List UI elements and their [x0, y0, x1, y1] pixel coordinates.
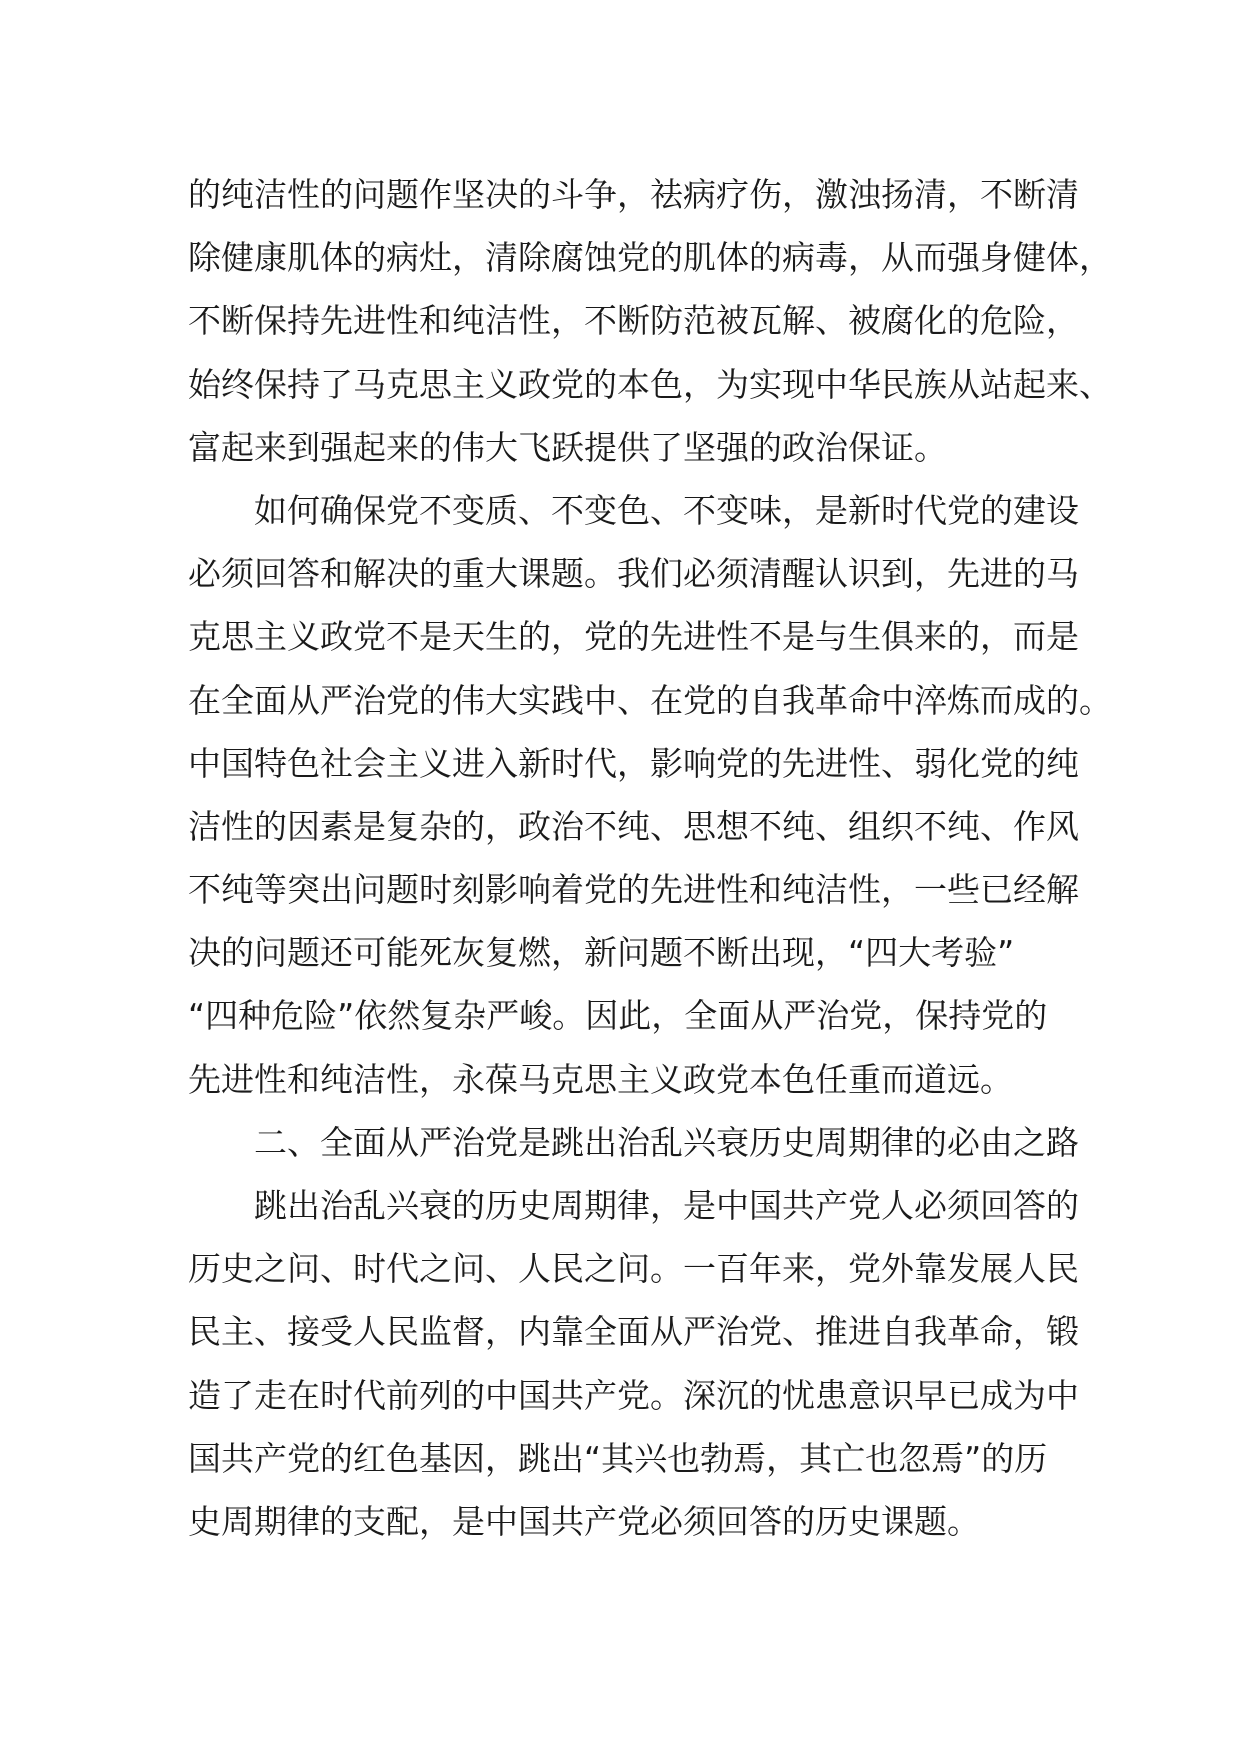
text-line: 不纯等突出问题时刻影响着党的先进性和纯洁性，一些已经解: [188, 870, 1079, 910]
text-line: 历史之问、时代之问、人民之问。一百年来，党外靠发展人民: [188, 1249, 1079, 1289]
text-line: 中国特色社会主义进入新时代，影响党的先进性、弱化党的纯: [188, 743, 1079, 783]
text-line: 必须回答和解决的重大课题。我们必须清醒认识到，先进的马: [188, 554, 1079, 594]
text-line: 民主、接受人民监督，内靠全面从严治党、推进自我革命，锻: [188, 1312, 1079, 1352]
paragraph-start-line: 跳出治乱兴衰的历史周期律，是中国共产党人必须回答的: [254, 1186, 1079, 1225]
text-line: 史周期律的支配，是中国共产党必须回答的历史课题。: [188, 1501, 980, 1541]
text-line: 的纯洁性的问题作坚决的斗争，祛病疗伤，激浊扬清，不断清: [188, 175, 1079, 214]
text-line: 决的问题还可能死灰复燃，新问题不断出现，“四大考验”: [188, 933, 1015, 973]
text-line: 在全面从严治党的伟大实践中、在党的自我革命中淬炼而成的。: [188, 680, 1112, 720]
text-line: 造了走在时代前列的中国共产党。深沉的忧患意识早已成为中: [188, 1375, 1079, 1415]
section-heading: 二、全面从严治党是跳出治乱兴衰历史周期律的必由之路: [254, 1122, 1079, 1162]
text-line: 先进性和纯洁性，永葆马克思主义政党本色任重而道远。: [188, 1059, 1013, 1099]
document-body: [188, 163, 1112, 1553]
text-line: 克思主义政党不是天生的，党的先进性不是与生俱来的，而是: [188, 617, 1079, 657]
text-line: 始终保持了马克思主义政党的本色，为实现中华民族从站起来、: [188, 364, 1112, 404]
text-line: “四种危险”依然复杂严峻。因此，全面从严治党，保持党的: [188, 996, 1048, 1036]
text-line: 洁性的因素是复杂的，政治不纯、思想不纯、组织不纯、作风: [188, 806, 1079, 846]
text-line: 富起来到强起来的伟大飞跃提供了坚强的政治保证。: [188, 427, 947, 467]
text-line: 除健康肌体的病灶，清除腐蚀党的肌体的病毒，从而强身健体，: [188, 238, 1112, 278]
text-line: 国共产党的红色基因，跳出“其兴也勃焉，其亡也忽焉”的历: [188, 1438, 1048, 1478]
text-line: 不断保持先进性和纯洁性，不断防范被瓦解、被腐化的危险，: [188, 301, 1079, 341]
paragraph-start-line: 如何确保党不变质、不变色、不变味，是新时代党的建设: [254, 490, 1079, 530]
